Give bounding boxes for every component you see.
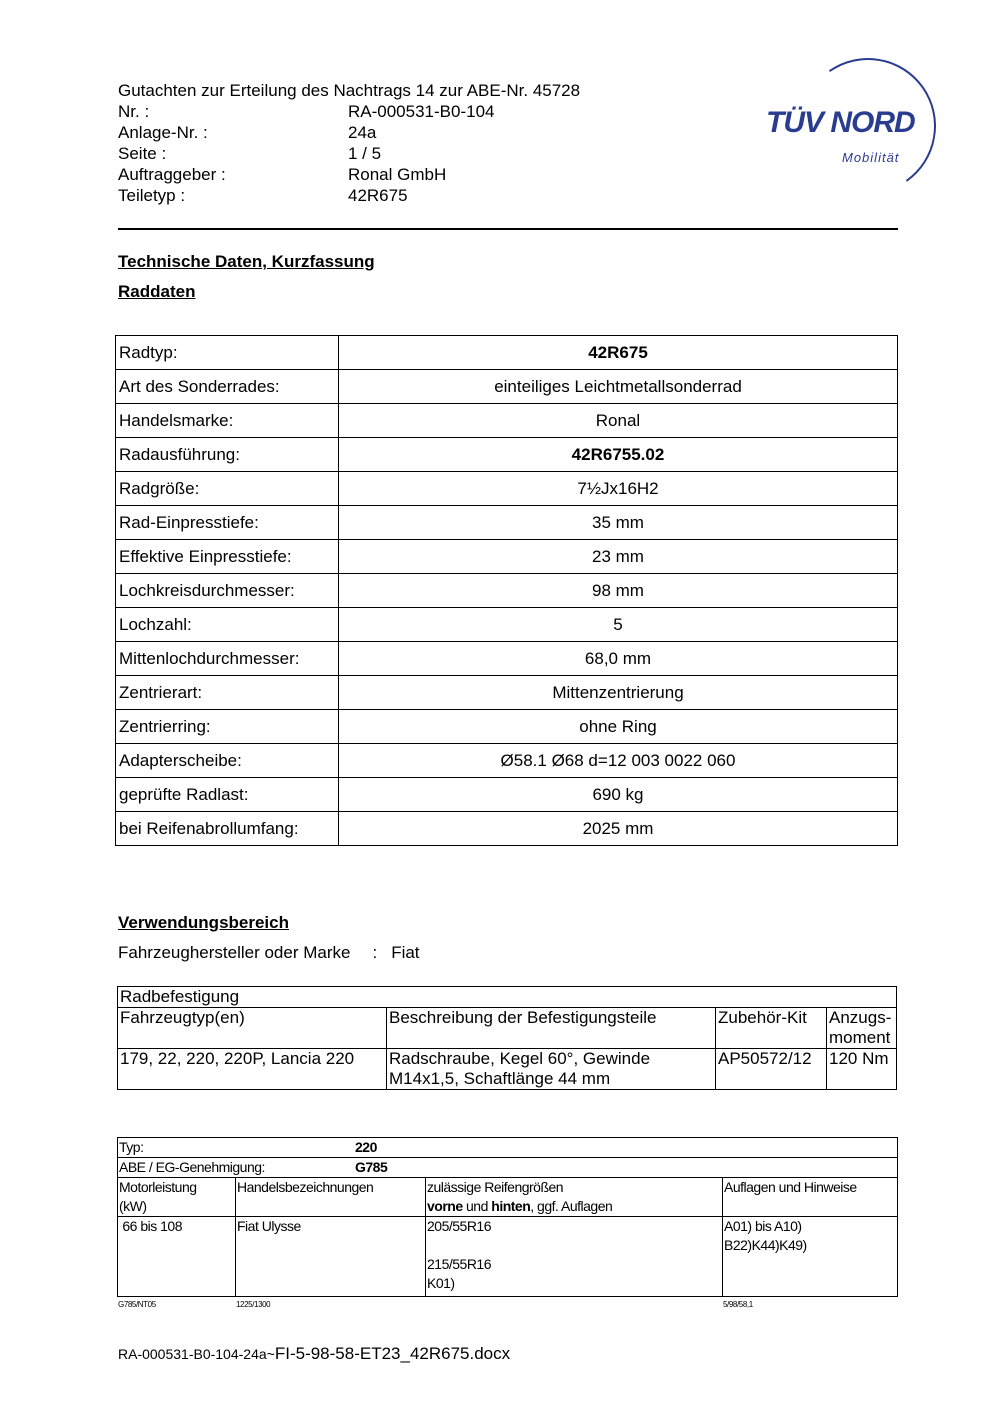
fixing-cell-text: 179, 22, 220, 220P, Lancia 220	[120, 1049, 355, 1068]
tyres-cell: 205/55R16 215/55R16 K01)	[426, 1217, 723, 1297]
footer-filename: FI-5-98-58-ET23_42R675.docx	[274, 1344, 511, 1363]
header-row	[118, 164, 580, 185]
header-value: RA-000531-B0-104	[348, 102, 495, 121]
fixing-cell-text: AP50572/12	[718, 1049, 812, 1068]
make-label: Fahrzeughersteller oder Marke	[118, 943, 351, 962]
notes-cell: A01) bis A10) B22)K44)K49)	[723, 1217, 898, 1297]
wheel-data-row	[116, 642, 898, 676]
fixing-title: Radbefestigung	[118, 987, 897, 1008]
document-header	[118, 80, 580, 206]
header-label: Nr. :	[118, 102, 150, 121]
make-colon: :	[372, 943, 378, 962]
tiny-code-c: 5/98/58,1	[723, 1300, 753, 1309]
wheel-data-label: Effektive Einpresstiefe:	[116, 540, 339, 574]
wheel-data-table	[115, 335, 898, 846]
footer-ref: RA-000531-B0-104-24a~	[118, 1346, 275, 1362]
wheel-data-value: 2025 mm	[339, 812, 898, 846]
wheel-data-row	[116, 336, 898, 370]
header-tyres-rest: , ggf. Auflagen	[530, 1198, 613, 1214]
header-value: 24a	[348, 123, 377, 142]
wheel-data-value: 5	[339, 608, 898, 642]
abe-label: ABE / EG-Genehmigung:	[119, 1159, 265, 1175]
fixing-header-text: Zubehör-Kit	[718, 1008, 807, 1027]
wheel-data-value: 42R675	[339, 336, 898, 370]
wheel-data-value: Ronal	[339, 404, 898, 438]
tiny-code-b: 1225/1300	[236, 1300, 271, 1309]
section-heading-tech: Technische Daten, Kurzfassung	[118, 252, 375, 271]
wheel-data-label: Radgröße:	[116, 472, 339, 506]
header-tyres-und: und	[462, 1198, 492, 1214]
wheel-data-label: Handelsmarke:	[116, 404, 339, 438]
header-divider	[118, 228, 898, 230]
vehicle-type-row	[118, 1138, 898, 1158]
wheel-data-row	[116, 574, 898, 608]
vehicle-abe-row	[118, 1158, 898, 1178]
motor-cell: 66 bis 108	[118, 1217, 236, 1297]
fixing-cell-text: Radschraube, Kegel 60°, Gewinde M14x1,5, Schaftlänge 44 mm	[389, 1049, 651, 1088]
wheel-data-value: 23 mm	[339, 540, 898, 574]
fixing-header-text: Anzugs- moment	[829, 1008, 892, 1047]
wheel-data-value: 68,0 mm	[339, 642, 898, 676]
wheel-data-value: 35 mm	[339, 506, 898, 540]
wheel-data-row	[116, 438, 898, 472]
header-label: Teiletyp :	[118, 186, 186, 205]
wheel-data-row	[116, 370, 898, 404]
fixing-cell	[716, 1049, 827, 1090]
vehicle-approval-table	[117, 1137, 898, 1297]
header-label: Anlage-Nr. :	[118, 123, 208, 142]
header-value: Ronal GmbH	[348, 165, 447, 184]
wheel-data-label: Adapterscheibe:	[116, 744, 339, 778]
wheel-data-row	[116, 608, 898, 642]
header-row	[118, 185, 580, 206]
header-value: 42R675	[348, 186, 408, 205]
logo-subtitle: Mobilität	[842, 150, 900, 165]
wheel-data-row	[116, 506, 898, 540]
header-label: Seite :	[118, 144, 167, 163]
wheel-fixing-table	[117, 986, 897, 1090]
header-row	[118, 122, 580, 143]
header-motor: Motorleistung (kW)	[118, 1178, 236, 1217]
fixing-header-text: Beschreibung der Befestigungsteile	[389, 1008, 657, 1027]
fixing-cell	[387, 1049, 716, 1090]
fixing-header	[118, 1008, 387, 1049]
wheel-data-label: Mittenlochdurchmesser:	[116, 642, 339, 676]
header-tyres-line1: zulässige Reifengrößen	[427, 1179, 564, 1195]
wheel-data-label: Lochkreisdurchmesser:	[116, 574, 339, 608]
wheel-data-row	[116, 812, 898, 846]
wheel-data-row	[116, 472, 898, 506]
wheel-data-row	[116, 540, 898, 574]
wheel-data-row	[116, 710, 898, 744]
fixing-header-text: Fahrzeugtyp(en)	[120, 1008, 245, 1027]
header-tyres-hinten: hinten	[491, 1198, 531, 1214]
wheel-data-row	[116, 778, 898, 812]
make-value: Fiat	[391, 943, 420, 962]
fixing-header	[387, 1008, 716, 1049]
fixing-cell-text: 120 Nm	[829, 1049, 889, 1068]
wheel-data-value: Mittenzentrierung	[339, 676, 898, 710]
header-row	[118, 143, 580, 164]
fixing-cell	[118, 1049, 387, 1090]
wheel-data-value: 690 kg	[339, 778, 898, 812]
wheel-data-value: ohne Ring	[339, 710, 898, 744]
wheel-data-label: Radtyp:	[116, 336, 339, 370]
header-notes: Auflagen und Hinweise	[723, 1178, 898, 1217]
header-title: Gutachten zur Erteilung des Nachtrags 14 zur ABE-Nr. 45728	[118, 81, 581, 100]
wheel-data-value: 42R6755.02	[339, 438, 898, 472]
tuv-nord-logo	[760, 58, 940, 170]
wheel-data-label: bei Reifenabrollumfang:	[116, 812, 339, 846]
wheel-data-label: geprüfte Radlast:	[116, 778, 339, 812]
wheel-data-row	[116, 404, 898, 438]
fixing-cell	[827, 1049, 897, 1090]
wheel-data-value: Ø58.1 Ø68 d=12 003 0022 060	[339, 744, 898, 778]
fixing-header	[827, 1008, 897, 1049]
handel-cell: Fiat Ulysse	[236, 1217, 426, 1297]
typ-value: 220	[355, 1139, 377, 1155]
wheel-data-value: 98 mm	[339, 574, 898, 608]
wheel-data-row	[116, 676, 898, 710]
header-handel: Handelsbezeichnungen	[236, 1178, 426, 1217]
wheel-data-label: Art des Sonderrades:	[116, 370, 339, 404]
abe-value: G785	[355, 1159, 388, 1175]
header-tyres	[426, 1178, 723, 1217]
wheel-data-label: Zentrierring:	[116, 710, 339, 744]
wheel-data-label: Radausführung:	[116, 438, 339, 472]
wheel-data-value: 7½Jx16H2	[339, 472, 898, 506]
section-heading-raddaten: Raddaten	[118, 282, 196, 301]
wheel-data-label: Zentrierart:	[116, 676, 339, 710]
tiny-code-a: G785/NT05	[118, 1300, 156, 1309]
section-heading-verwendung: Verwendungsbereich	[118, 913, 289, 932]
vehicle-make-line	[118, 943, 420, 963]
page-footer	[118, 1344, 510, 1364]
header-tyres-vorne: vorne	[427, 1198, 463, 1214]
fixing-header	[716, 1008, 827, 1049]
wheel-data-row	[116, 744, 898, 778]
header-row	[118, 101, 580, 122]
typ-label: Typ:	[119, 1139, 144, 1155]
logo-brand: TÜV NORD	[766, 106, 919, 140]
header-label: Auftraggeber :	[118, 165, 226, 184]
wheel-data-label: Rad-Einpresstiefe:	[116, 506, 339, 540]
wheel-data-label: Lochzahl:	[116, 608, 339, 642]
header-value: 1 / 5	[348, 144, 382, 163]
wheel-data-value: einteiliges Leichtmetallsonderrad	[339, 370, 898, 404]
